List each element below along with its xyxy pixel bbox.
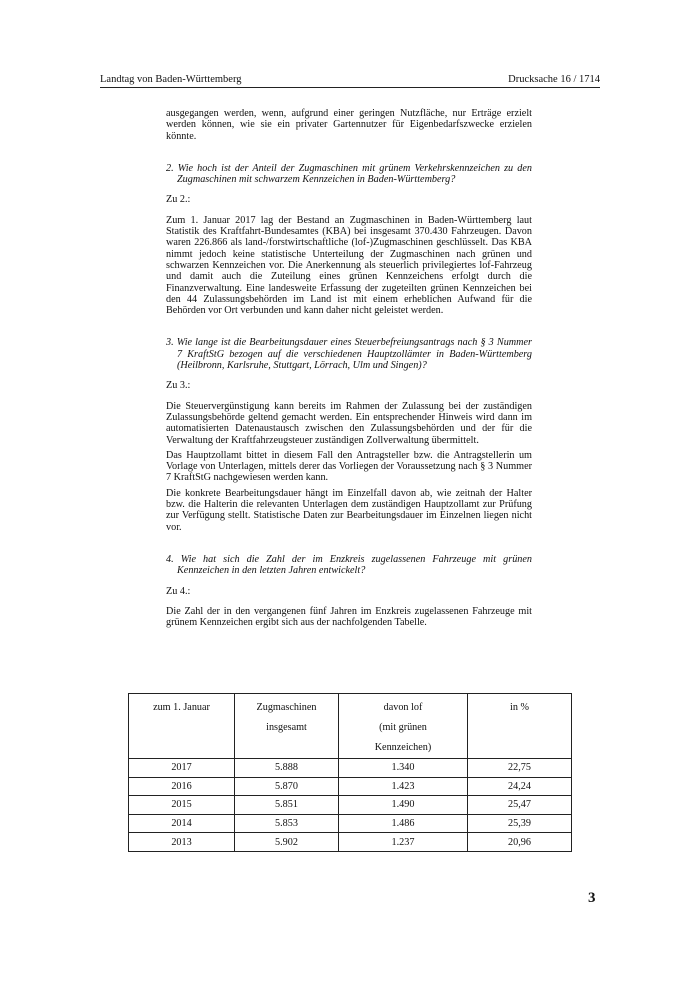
header-date: zum 1. Januar	[129, 694, 235, 759]
cell-lof: 1.486	[339, 814, 468, 833]
page-header	[100, 74, 600, 88]
question-4: 4. Wie hat sich die Zahl der im Enzkreis zugelassenen Fahrzeuge mit grünen Kennzeichen in den letzten Jahren entwickelt?	[166, 553, 532, 577]
table-row	[129, 796, 572, 815]
cell-year: 2015	[129, 796, 235, 815]
cell-lof: 1.237	[339, 833, 468, 852]
header-right: Drucksache 16 / 1714	[508, 74, 600, 85]
cell-percent: 24,24	[468, 777, 572, 796]
cell-total: 5.870	[235, 777, 339, 796]
answer-3-heading: Zu 3.:	[166, 380, 191, 392]
cell-percent: 22,75	[468, 759, 572, 778]
header-percent: in %	[468, 694, 572, 759]
cell-year: 2017	[129, 759, 235, 778]
cell-total: 5.888	[235, 759, 339, 778]
answer-2-paragraph: Zum 1. Januar 2017 lag der Bestand an Zugmaschinen in Baden-Württemberg laut Statistik des Kraftfahrt-Bundesamtes (KBA) bei insgesamt 370.430 Fahrzeugen. Davon waren 226.866 als land-/forstwirtschaftliche (lof-)Zugmaschinen geschlüsselt. Das KBA nimmt jedoch keine statistische Unterteilung der Zugmaschinen nach grünen und schwarzen Kennzeichen vor. Die Anerkennung als steuerlich privilegiertes lof-Fahrzeug und damit auch die Zuteilung eines grünen Kennzeichens erfolgt durch die Finanzverwaltung. Eine landesweite Erfassung der zugeteilten grünen Kennzeichen bei den 44 Zulassungsbehörden im Land ist mit einem erheblichen Aufwand für die Behörden vor Ort verbunden und kann daher nicht geleistet werden.	[166, 214, 532, 317]
question-3: 3. Wie lange ist die Bearbeitungsdauer eines Steuerbefreiungsantrags nach § 3 Nummer 7 KraftStG bezogen auf die verschiedenen Hauptzollämter in Baden-Württemberg (Heilbronn, Karlsruhe, Stuttgart, Lörrach, Ulm und Singen)?	[166, 337, 532, 372]
answer-2-heading: Zu 2.:	[166, 194, 191, 206]
answer-3-paragraph-3: Die konkrete Bearbeitungsdauer hängt im Einzelfall davon ab, wie zeitnah der Halter bzw. die Halterin die relevanten Unterlagen dem zuständigen Hauptzollamt zur Prüfung zur Verfügung stellt. Statistische Daten zur Bearbeitungsdauer im Einzelnen liegen nicht vor.	[166, 487, 532, 533]
vehicle-table	[128, 693, 572, 852]
table-row	[129, 833, 572, 852]
cell-total: 5.902	[235, 833, 339, 852]
intro-paragraph: ausgegangen werden, wenn, aufgrund einer geringen Nutzfläche, nur Erträge erzielt werden können, wie sie ein privater Gartennutzer für Eigenbedarfszwecke erzielen könnte.	[166, 108, 532, 142]
cell-lof: 1.340	[339, 759, 468, 778]
cell-percent: 25,39	[468, 814, 572, 833]
table-row	[129, 759, 572, 778]
cell-total: 5.853	[235, 814, 339, 833]
document-body	[166, 108, 532, 628]
table-row	[129, 814, 572, 833]
answer-4-heading: Zu 4.:	[166, 585, 191, 597]
table-header-row	[129, 694, 572, 759]
answer-3-paragraph-2: Das Hauptzollamt bittet in diesem Fall den Antragsteller bzw. die Antragstellerin um Vorlage von Unterlagen, mittels derer das Vorliegen der Voraussetzung nach § 3 Nummer 7 KraftStG nachgewiesen werden kann.	[166, 449, 532, 484]
cell-year: 2013	[129, 833, 235, 852]
answer-3-paragraph-1: Die Steuervergünstigung kann bereits im Rahmen der Zulassung bei der zuständigen Zulassungsbehörde geltend gemacht werden. Ein entsprechender Hinweis wird dann im automatisierten Datenaustausch zwischen den Zulassungsbehörden und der für die Verwaltung der Kraftfahrzeugsteuer zuständigen Zollverwaltung übermittelt.	[166, 400, 532, 446]
cell-percent: 25,47	[468, 796, 572, 815]
header-left: Landtag von Baden-Württemberg	[100, 74, 242, 85]
header-lof: davon lof (mit grünen Kennzeichen)	[339, 694, 468, 759]
page-number: 3	[588, 890, 596, 906]
cell-lof: 1.490	[339, 796, 468, 815]
table-row	[129, 777, 572, 796]
cell-year: 2016	[129, 777, 235, 796]
header-total: Zugmaschinen insgesamt	[235, 694, 339, 759]
question-2: 2. Wie hoch ist der Anteil der Zugmaschinen mit grünem Verkehrskennzeichen zu den Zugmaschinen mit schwarzem Kennzeichen in Baden-Württemberg?	[166, 162, 532, 186]
answer-4-paragraph: Die Zahl der in den vergangenen fünf Jahren im Enzkreis zugelassenen Fahrzeuge mit grünem Kennzeichen ergibt sich aus der nachfolgenden Tabelle.	[166, 605, 532, 629]
cell-year: 2014	[129, 814, 235, 833]
cell-total: 5.851	[235, 796, 339, 815]
cell-percent: 20,96	[468, 833, 572, 852]
cell-lof: 1.423	[339, 777, 468, 796]
